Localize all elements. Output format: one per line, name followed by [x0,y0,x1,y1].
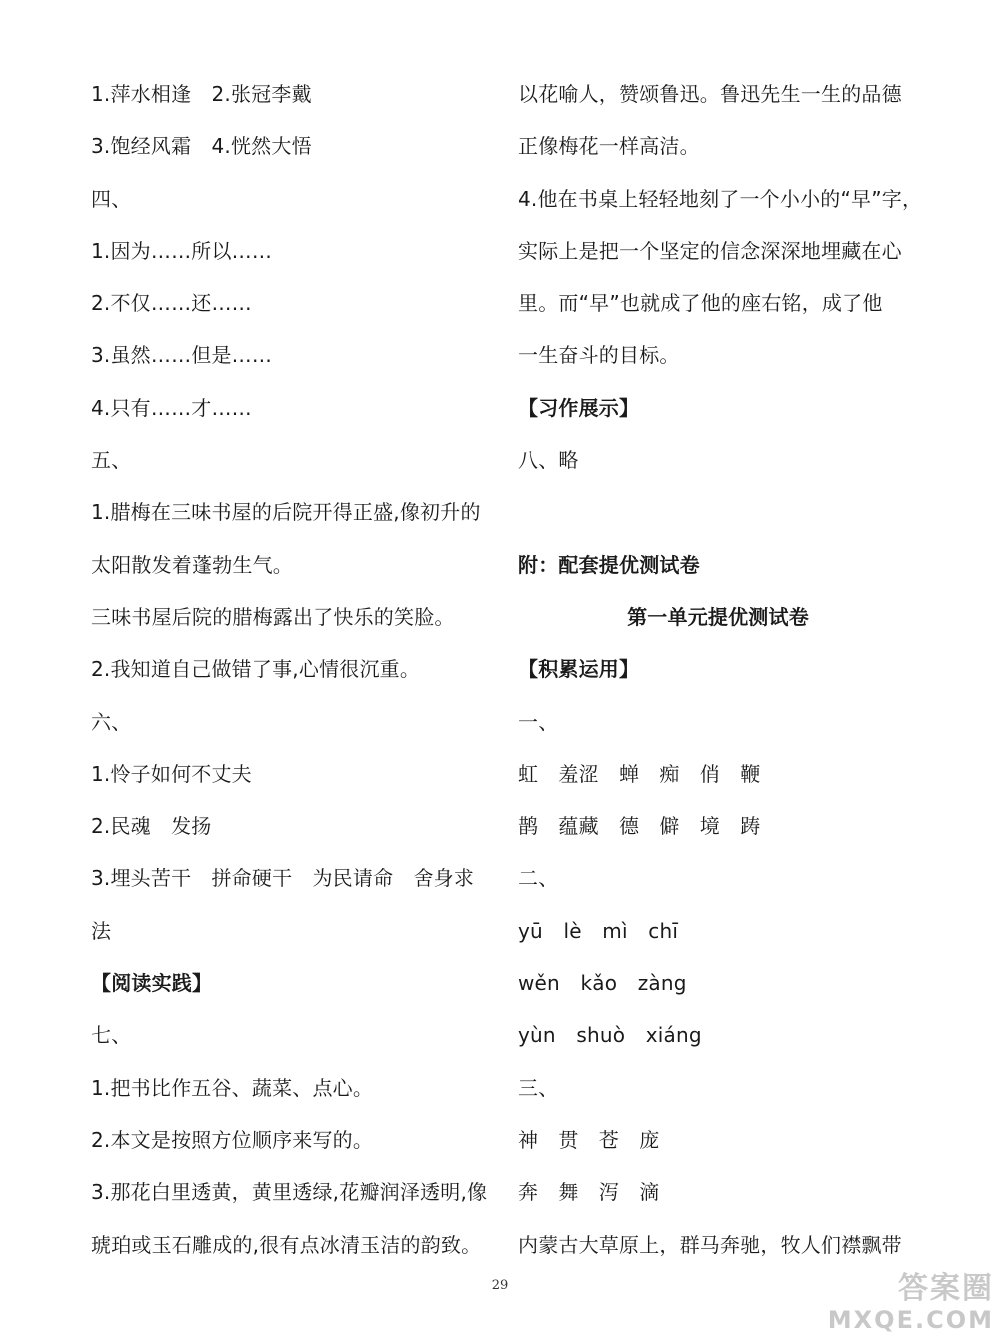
answer-line: 以花喻人，赞颂鲁迅。鲁迅先生一生的品德 [518,82,902,106]
answer-line: 3.埋头苦干 拼命硬干 为民请命 舍身求 [91,866,475,891]
answer-line: 内蒙古大草原上，群马奔驰，牧人们襟飘带 [518,1232,902,1257]
left-column [91,68,491,1271]
answer-line: 正像梅花一样高洁。 [518,134,700,159]
answer-line: 3.饱经风霜 4.恍然大悟 [91,134,312,159]
section-heading-4: 四、 [91,186,132,211]
answer-line: 虹 羞涩 蝉 痴 俏 鞭 [518,761,761,786]
answer-line: 3.那花白里透黄，黄里透绿,花瓣润泽透明,像 [91,1180,488,1205]
section-heading-7: 七、 [91,1023,132,1048]
pinyin-line: wěn kǎo zàng [518,971,687,996]
section-title-reading: 【阅读实践】 [91,971,213,996]
answer-line: 1.把书比作五谷、蔬菜、点心。 [91,1075,374,1100]
answer-line: 鹊 蕴藏 德 僻 境 踌 [518,814,761,839]
answer-line: 4.他在书桌上轻轻地刻了一个小小的“早”字， [518,186,923,211]
answer-line: 2.本文是按照方位顺序来写的。 [91,1127,374,1152]
section-heading-1: 一、 [518,709,559,734]
section-heading-5: 五、 [91,448,132,473]
answer-line: 实际上是把一个坚定的信念深深地埋藏在心 [518,238,902,263]
pinyin-line: yū lè mì chī [518,918,679,943]
answer-line: 1.怜子如何不丈夫 [91,761,252,786]
answer-line: 3.虽然……但是…… [91,343,273,368]
pinyin-line: yùn shuò xiáng [518,1023,702,1048]
answer-line: 一生奋斗的目标。 [518,343,680,368]
answer-line: 4.只有……才…… [91,395,252,420]
answer-line: 2.不仅……还…… [91,291,252,316]
answer-line: 奔 舞 泻 滴 [518,1180,660,1205]
section-heading-2: 二、 [518,866,559,891]
section-heading-3: 三、 [518,1075,559,1100]
watermark-top: 答案圈 [898,1271,994,1306]
answer-line: 1.萍水相逢 2.张冠李戴 [91,82,312,106]
watermark-bottom: MXQE.COM [827,1306,994,1334]
watermark-logo [828,1272,994,1334]
appendix-title: 附：配套提优测试卷 [518,552,700,577]
answer-line: 太阳散发着蓬勃生气。 [91,552,293,577]
blank-line [518,486,918,538]
page-number: 29 [491,1278,509,1293]
section-heading-6: 六、 [91,709,132,734]
answer-line: 琥珀或玉石雕成的,很有点冰清玉洁的韵致。 [91,1232,482,1257]
right-column [518,68,923,1271]
section-title-writing: 【习作展示】 [518,395,640,420]
answer-line: 法 [91,918,112,943]
answer-line: 三味书屋后院的腊梅露出了快乐的笑脸。 [91,604,455,629]
answer-line: 2.我知道自己做错了事,心情很沉重。 [91,657,421,682]
section-title-accumulation: 【积累运用】 [518,657,640,682]
answer-line: 神 贯 苍 庞 [518,1127,660,1152]
answer-line: 里。而“早”也就成了他的座右铭，成了他 [518,291,883,316]
unit-test-title: 第一单元提优测试卷 [627,604,809,629]
answer-line: 八、略 [518,448,579,473]
answer-line: 1.腊梅在三味书屋的后院开得正盛,像初升的 [91,500,481,525]
answer-line: 2.民魂 发扬 [91,814,212,839]
answer-line: 1.因为……所以…… [91,238,273,263]
